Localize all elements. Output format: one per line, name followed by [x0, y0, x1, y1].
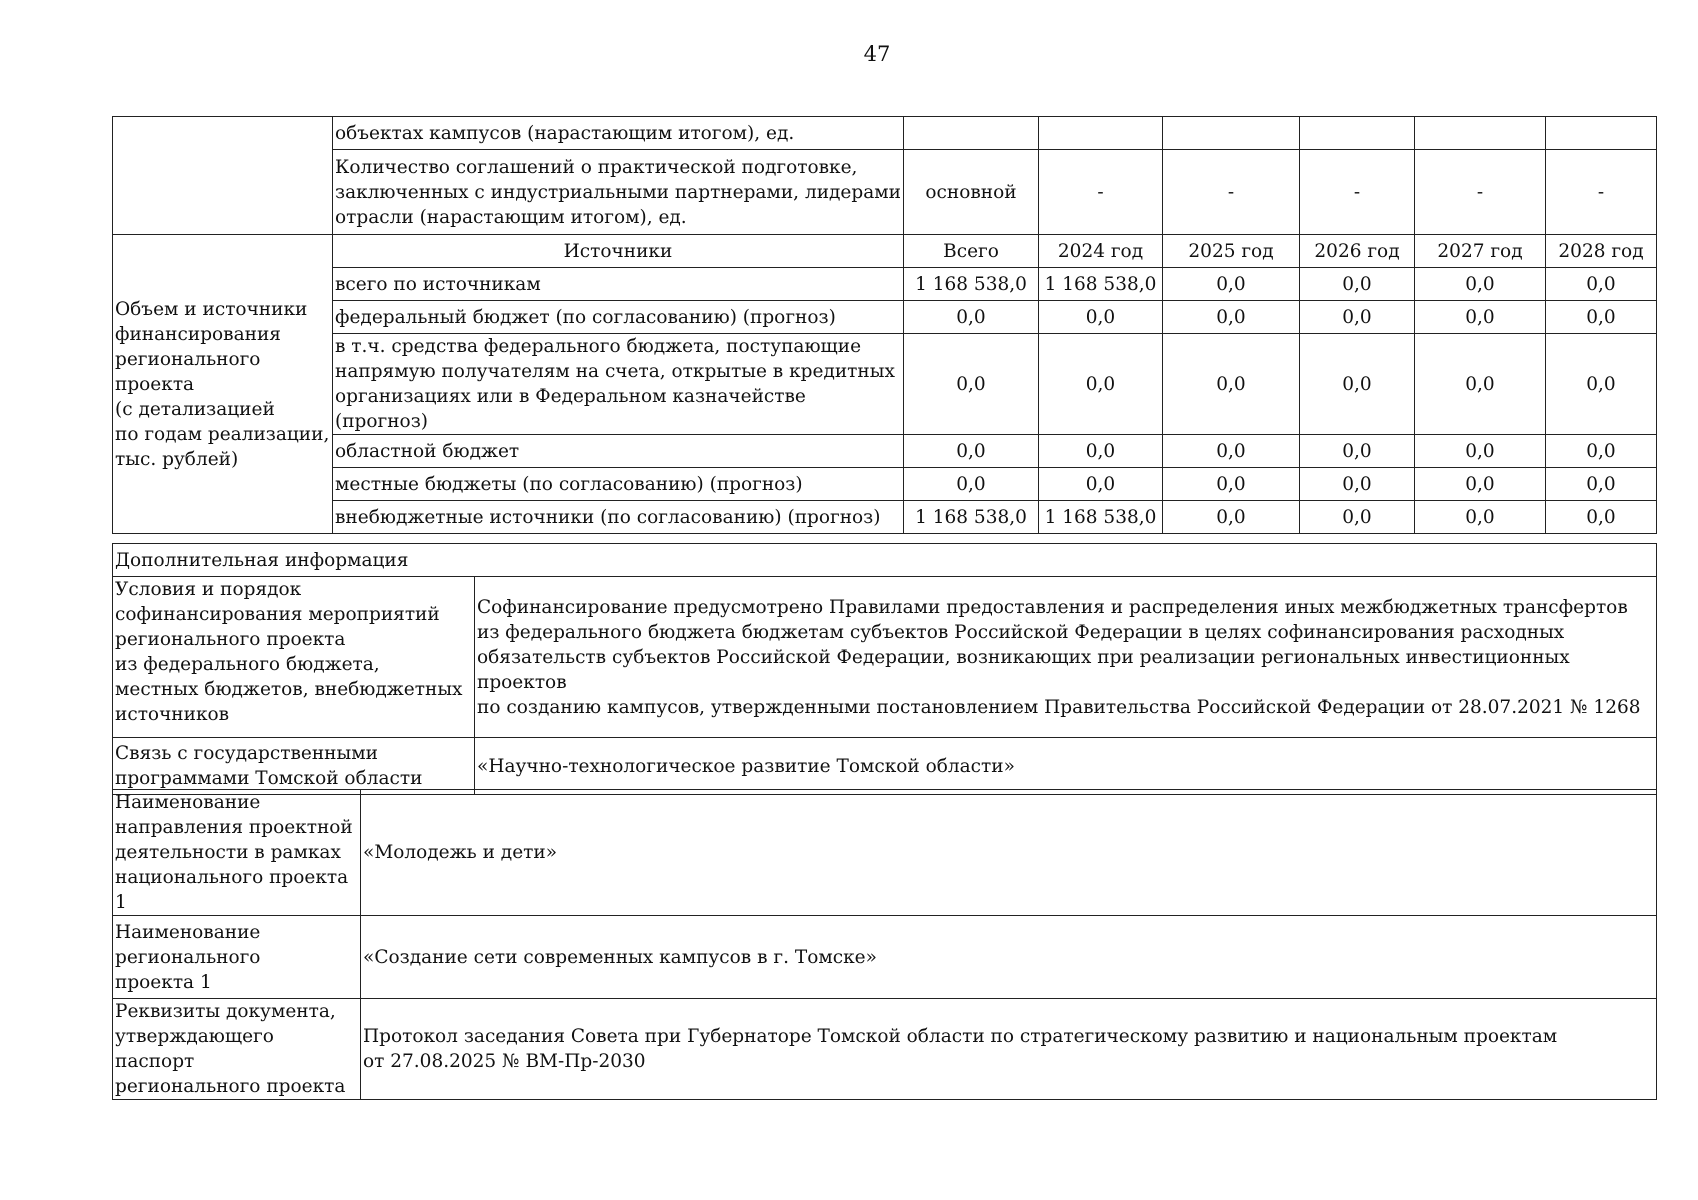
value-cell: 0,0 [1163, 301, 1300, 334]
value-cell: 0,0 [1039, 468, 1163, 501]
value-cell: 0,0 [1546, 468, 1657, 501]
additional-info-table [112, 543, 1657, 795]
source-cell: федеральный бюджет (по согласованию) (прогноз) [333, 301, 904, 334]
header-cell: 2025 год [1163, 235, 1300, 268]
direction-value: «Молодежь и дети» [361, 790, 1657, 916]
header-cell: 2026 год [1300, 235, 1415, 268]
finance-label-cell: Объем и источники финансирования регионального проекта (с детализацией по годам реализации, тыс. рублей) [113, 235, 333, 534]
financing-table [112, 116, 1657, 534]
value-cell: 0,0 [1415, 435, 1546, 468]
finance-row [113, 435, 1657, 468]
info-title-row [113, 544, 1657, 577]
info-title: Дополнительная информация [113, 544, 1657, 577]
value-cell: 0,0 [1300, 301, 1415, 334]
value-cell: 1 168 538,0 [1039, 268, 1163, 301]
value-cell: 0,0 [1300, 435, 1415, 468]
value-cell: 0,0 [904, 301, 1039, 334]
value-cell: - [1163, 150, 1300, 235]
finance-header-row [113, 235, 1657, 268]
empty-label-cell [113, 117, 333, 235]
value-cell: 0,0 [1415, 501, 1546, 534]
value-cell: - [1300, 150, 1415, 235]
value-cell: 0,0 [1039, 435, 1163, 468]
header-cell: Источники [333, 235, 904, 268]
value-cell: 0,0 [1163, 334, 1300, 435]
indicator-row-1 [113, 117, 1657, 150]
value-cell: 1 168 538,0 [1039, 501, 1163, 534]
value-cell: 0,0 [1163, 268, 1300, 301]
value-cell: 0,0 [1163, 501, 1300, 534]
value-cell: - [1039, 150, 1163, 235]
project-passport-table [112, 789, 1657, 1100]
finance-row [113, 268, 1657, 301]
value-cell: 0,0 [1546, 501, 1657, 534]
programs-text: «Научно-технологическое развитие Томской области» [475, 738, 1657, 795]
source-cell: областной бюджет [333, 435, 904, 468]
value-cell: 0,0 [1415, 268, 1546, 301]
value-cell: 0,0 [1300, 468, 1415, 501]
header-cell: Всего [904, 235, 1039, 268]
cofinancing-label: Условия и порядок софинансирования мероприятий регионального проекта из федерального бюджета, местных бюджетов, внебюджетных источников [113, 577, 475, 738]
value-cell: 0,0 [1163, 435, 1300, 468]
regional-project-value: «Создание сети современных кампусов в г. Томске» [361, 916, 1657, 999]
value-cell: 0,0 [1415, 468, 1546, 501]
value-cell: 0,0 [1163, 468, 1300, 501]
source-cell: в т.ч. средства федерального бюджета, поступающие напрямую получателям на счета, открытые в кредитных организациях или в Федеральном казначействе (прогноз) [333, 334, 904, 435]
value-cell: 1 168 538,0 [904, 501, 1039, 534]
finance-row [113, 501, 1657, 534]
passport-row [113, 916, 1657, 999]
page-number: 47 [863, 42, 891, 66]
document-value: Протокол заседания Совета при Губернаторе Томской области по стратегическому развитию и национальным проектам от 27.08.2025 № ВМ-Пр-2030 [361, 999, 1657, 1100]
regional-project-label: Наименование регионального проекта 1 [113, 916, 361, 999]
header-cell: 2024 год [1039, 235, 1163, 268]
value-cell: 0,0 [1546, 334, 1657, 435]
finance-row [113, 468, 1657, 501]
indicator-row-2 [113, 150, 1657, 235]
programs-row [113, 738, 1657, 795]
document-label: Реквизиты документа, утверждающего паспорт регионального проекта [113, 999, 361, 1100]
programs-label: Связь с государственными программами Томской области [113, 738, 475, 795]
value-cell: - [1415, 150, 1546, 235]
header-cell: 2027 год [1415, 235, 1546, 268]
value-cell: 0,0 [1300, 268, 1415, 301]
value-cell: 0,0 [1039, 334, 1163, 435]
value-cell: 0,0 [904, 334, 1039, 435]
indicator-name-cell: объектах кампусов (нарастающим итогом), ед. [333, 117, 904, 150]
source-cell: местные бюджеты (по согласованию) (прогноз) [333, 468, 904, 501]
value-cell: 0,0 [1415, 334, 1546, 435]
indicator-type-cell: основной [904, 150, 1039, 235]
passport-row [113, 999, 1657, 1100]
value-cell: 0,0 [1546, 268, 1657, 301]
value-cell: 0,0 [1300, 501, 1415, 534]
finance-row [113, 301, 1657, 334]
value-cell: 0,0 [1039, 301, 1163, 334]
header-cell: 2028 год [1546, 235, 1657, 268]
cofinancing-row [113, 577, 1657, 738]
passport-row [113, 790, 1657, 916]
value-cell: 0,0 [1300, 334, 1415, 435]
direction-label: Наименование направления проектной деятельности в рамках национального проекта 1 [113, 790, 361, 916]
value-cell: 0,0 [904, 468, 1039, 501]
value-cell: 0,0 [1415, 301, 1546, 334]
value-cell: 0,0 [904, 435, 1039, 468]
source-cell: внебюджетные источники (по согласованию) (прогноз) [333, 501, 904, 534]
finance-row [113, 334, 1657, 435]
value-cell: 0,0 [1546, 301, 1657, 334]
indicator-name-cell: Количество соглашений о практической подготовке, заключенных с индустриальными партнерами, лидерами отрасли (нарастающим итогом), ед. [333, 150, 904, 235]
cofinancing-text: Софинансирование предусмотрено Правилами предоставления и распределения иных межбюджетных трансфертов из федерального бюджета бюджетам субъектов Российской Федерации в целях софинансирования расходных обязательств субъектов Российской Федерации, возникающих при реализации региональных инвестиционных проектов по созданию кампусов, утвержденными постановлением Правительства Российской Федерации от 28.07.2021 № 1268 [475, 577, 1657, 738]
value-cell: 0,0 [1546, 435, 1657, 468]
value-cell: 1 168 538,0 [904, 268, 1039, 301]
source-cell: всего по источникам [333, 268, 904, 301]
value-cell: - [1546, 150, 1657, 235]
